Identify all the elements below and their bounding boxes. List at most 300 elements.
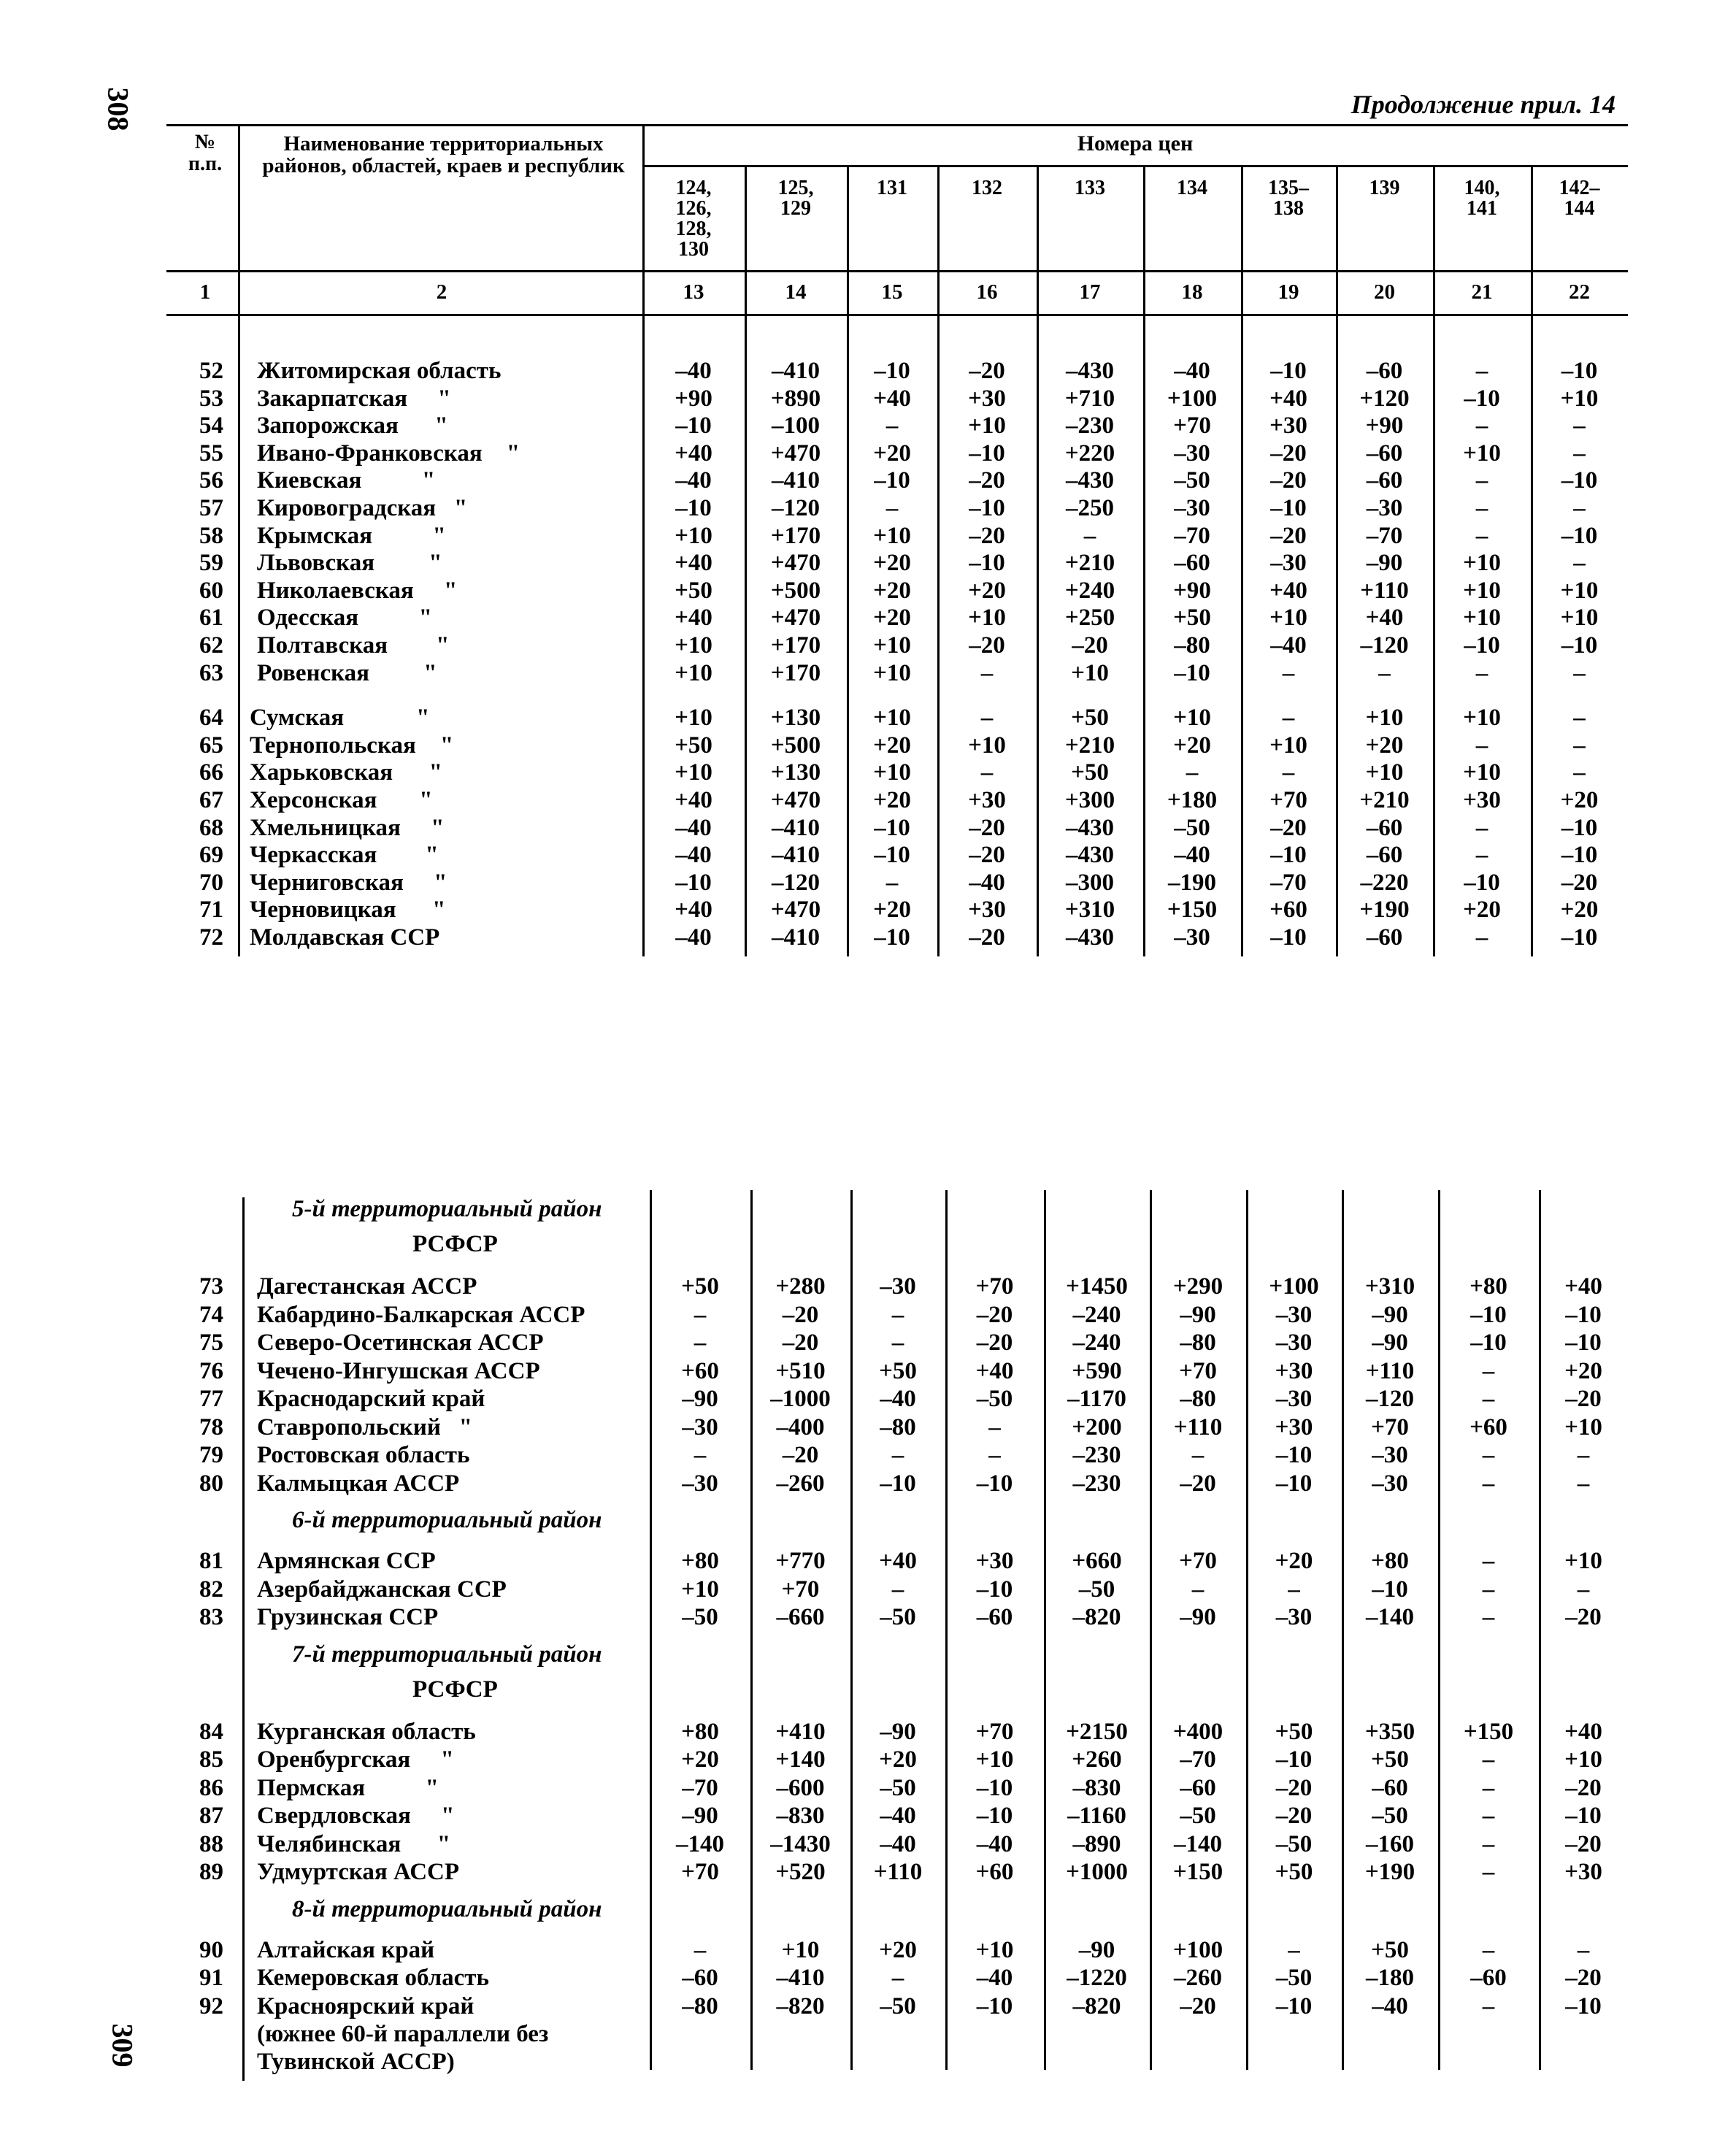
price-value: –10 — [1270, 924, 1307, 951]
price-value: +10 — [1173, 705, 1211, 732]
price-value: –50 — [880, 1604, 916, 1630]
region-name: Краснодарский край — [257, 1386, 485, 1412]
section-title: 7-й территориальный район — [292, 1641, 602, 1668]
region-name: Кабардино-Балкарская АССР — [257, 1301, 585, 1328]
price-value: –400 — [776, 1413, 825, 1440]
price-value: –120 — [1366, 1386, 1414, 1412]
region-name: Челябинская " — [257, 1830, 451, 1857]
price-value: +150 — [1167, 897, 1218, 924]
price-value: –60 — [1180, 1774, 1216, 1801]
price-value: – — [1482, 1774, 1495, 1801]
price-value: –80 — [682, 1992, 718, 2019]
price-value: – — [1573, 413, 1586, 440]
price-column-header: 131 — [877, 177, 907, 199]
price-value: +10 — [1269, 732, 1307, 759]
table-row — [0, 924, 1725, 952]
price-value: +80 — [681, 1548, 719, 1574]
column-number: 16 — [976, 280, 998, 304]
price-value: +110 — [1365, 1357, 1415, 1384]
price-value: – — [891, 1442, 904, 1468]
price-value: –10 — [1372, 1576, 1408, 1603]
price-value: –140 — [1366, 1604, 1414, 1630]
row-number: 86 — [199, 1774, 223, 1801]
table-row — [0, 495, 1725, 523]
price-value: +50 — [1071, 705, 1109, 732]
region-name: Николаевская " — [257, 577, 458, 604]
column-number: 15 — [881, 280, 903, 304]
price-value: +50 — [1275, 1718, 1313, 1745]
price-value: –50 — [682, 1604, 718, 1630]
region-name: Житомирская область — [257, 358, 502, 384]
price-value: –10 — [675, 495, 712, 521]
price-value: –10 — [1565, 1803, 1602, 1829]
column-number: 2 — [436, 280, 447, 304]
region-name: Херсонская " — [250, 787, 433, 813]
price-value: – — [1475, 495, 1488, 521]
row-number: 90 — [199, 1936, 223, 1963]
price-value: –160 — [1366, 1830, 1414, 1857]
price-value: +10 — [975, 1746, 1014, 1773]
price-value: –10 — [969, 495, 1005, 521]
price-value: – — [1573, 495, 1586, 521]
price-value: –30 — [1366, 495, 1403, 521]
price-value: +130 — [770, 759, 821, 786]
price-value: –250 — [1066, 495, 1114, 521]
price-value: –10 — [1275, 1442, 1313, 1468]
price-value: –410 — [772, 358, 820, 384]
price-value: – — [1475, 522, 1488, 549]
price-value: +10 — [968, 605, 1006, 632]
table-row — [0, 550, 1725, 578]
region-name: Закарпатская " — [257, 385, 451, 412]
column-number: 19 — [1278, 280, 1299, 304]
column-number: 17 — [1079, 280, 1101, 304]
price-value: –30 — [1372, 1470, 1408, 1497]
price-value: –10 — [1561, 522, 1598, 549]
price-value: –230 — [1072, 1442, 1121, 1468]
price-value: –430 — [1066, 814, 1114, 841]
table-row — [0, 1859, 1725, 1887]
price-value: –600 — [776, 1774, 825, 1801]
price-value: –410 — [772, 814, 820, 841]
price-value: –20 — [1565, 1830, 1602, 1857]
region-name: Калмыцкая АССР — [257, 1470, 460, 1497]
table-row — [0, 732, 1725, 760]
price-value: –100 — [772, 413, 820, 440]
price-value: +90 — [1365, 413, 1404, 440]
price-value: – — [1475, 467, 1488, 494]
row-number: 80 — [199, 1470, 223, 1497]
price-column-header: 139 — [1369, 177, 1400, 199]
price-value: –80 — [1180, 1386, 1216, 1412]
price-value: –10 — [1470, 1301, 1507, 1328]
region-name: Тернопольская " — [250, 732, 454, 759]
price-value: –40 — [675, 358, 712, 384]
row-number: 63 — [199, 659, 223, 686]
price-value: – — [1482, 1992, 1495, 2019]
price-value: +190 — [1364, 1859, 1415, 1885]
price-value: –10 — [976, 1470, 1013, 1497]
price-value: +80 — [681, 1718, 719, 1745]
price-value: +210 — [1359, 787, 1410, 813]
region-name: Курганская область — [257, 1718, 476, 1745]
price-value: – — [1573, 659, 1586, 686]
table-row — [0, 897, 1725, 924]
region-name: Ровенская " — [257, 659, 437, 686]
price-value: +30 — [1463, 787, 1501, 813]
price-value: +60 — [1469, 1413, 1507, 1440]
price-value: –10 — [1565, 1992, 1602, 2019]
price-value: +260 — [1072, 1746, 1122, 1773]
price-value: –20 — [782, 1301, 819, 1328]
price-value: –20 — [1180, 1992, 1216, 2019]
column-number: 13 — [683, 280, 704, 304]
price-value: –40 — [976, 1830, 1013, 1857]
price-value: – — [1577, 1936, 1590, 1963]
price-value: –300 — [1066, 869, 1114, 896]
price-value: +10 — [873, 522, 911, 549]
price-value: –190 — [1168, 869, 1216, 896]
price-value: +470 — [770, 550, 821, 577]
price-value: +40 — [675, 787, 712, 813]
price-value: –60 — [1366, 440, 1403, 467]
price-value: –50 — [1174, 467, 1210, 494]
table-row — [0, 413, 1725, 440]
price-value: –10 — [976, 1992, 1013, 2019]
price-value: –10 — [969, 550, 1005, 577]
price-value: –70 — [1174, 522, 1210, 549]
price-value: – — [1482, 1576, 1495, 1603]
section-subtitle: РСФСР — [412, 1676, 498, 1703]
price-value: – — [1378, 659, 1391, 686]
price-value: –10 — [1464, 869, 1500, 896]
price-value: –10 — [1275, 1470, 1313, 1497]
price-value: +50 — [1371, 1746, 1409, 1773]
price-value: –660 — [776, 1604, 825, 1630]
price-value: +10 — [781, 1936, 820, 1963]
row-number: 87 — [199, 1803, 223, 1829]
price-value: –90 — [682, 1803, 718, 1829]
row-number: 64 — [199, 705, 223, 732]
region-name: Ивано-Франковская " — [257, 440, 520, 467]
price-value: +210 — [1064, 732, 1115, 759]
price-value: +30 — [1275, 1413, 1313, 1440]
price-value: –240 — [1072, 1301, 1121, 1328]
price-value: +40 — [1269, 385, 1307, 412]
region-name: Сумская " — [250, 705, 430, 732]
row-number: 59 — [199, 550, 223, 577]
price-value: +10 — [1463, 605, 1501, 632]
price-value: –120 — [772, 869, 820, 896]
row-number: 52 — [199, 358, 223, 384]
price-value: –20 — [1565, 1386, 1602, 1412]
row-number: 71 — [199, 897, 223, 924]
price-value: –10 — [874, 842, 910, 869]
table-row — [0, 815, 1725, 843]
row-number: 55 — [199, 440, 223, 467]
price-value: –10 — [1561, 632, 1598, 659]
price-column-header: 142– 144 — [1559, 177, 1600, 220]
price-value: +50 — [1371, 1936, 1409, 1963]
price-value: – — [1577, 1470, 1590, 1497]
row-number: 65 — [199, 732, 223, 759]
region-name: Черновицкая " — [250, 897, 446, 924]
price-value: –70 — [682, 1774, 718, 1801]
price-value: +310 — [1064, 897, 1115, 924]
price-value: – — [1573, 759, 1586, 786]
region-name: Хмельницкая " — [250, 814, 445, 841]
price-value: –60 — [1366, 842, 1403, 869]
price-value: – — [1482, 1830, 1495, 1857]
rule-prices — [642, 165, 1628, 167]
price-value: +20 — [873, 732, 911, 759]
price-value: –30 — [1270, 550, 1307, 577]
price-value: –10 — [1270, 358, 1307, 384]
price-value: +30 — [1269, 413, 1307, 440]
price-value: +300 — [1064, 787, 1115, 813]
price-value: +2150 — [1066, 1718, 1128, 1745]
price-value: +10 — [873, 759, 911, 786]
price-value: –50 — [1372, 1803, 1408, 1829]
price-value: –410 — [772, 842, 820, 869]
price-value: +40 — [1564, 1718, 1602, 1745]
price-value: +70 — [681, 1859, 719, 1885]
price-value: –20 — [1270, 440, 1307, 467]
price-value: +470 — [770, 605, 821, 632]
price-value: +10 — [975, 1936, 1014, 1963]
row-number: 57 — [199, 495, 223, 521]
price-value: –1220 — [1067, 1965, 1127, 1991]
row-number: 92 — [199, 1992, 223, 2019]
price-value: –10 — [1275, 1746, 1313, 1773]
price-value: –20 — [969, 924, 1005, 951]
price-value: +70 — [1269, 787, 1307, 813]
price-value: – — [1191, 1576, 1205, 1603]
price-value: – — [1186, 759, 1199, 786]
price-value: –1430 — [770, 1830, 831, 1857]
price-value: +10 — [1564, 1746, 1602, 1773]
price-value: +60 — [975, 1859, 1014, 1885]
price-value: – — [891, 1301, 904, 1328]
price-value: +70 — [975, 1718, 1014, 1745]
price-value: –410 — [772, 467, 820, 494]
price-value: +30 — [968, 897, 1006, 924]
table-row — [0, 1414, 1725, 1442]
region-name: Львовская " — [257, 550, 442, 577]
price-value: +210 — [1064, 550, 1115, 577]
price-value: +520 — [775, 1859, 826, 1885]
price-value: –120 — [1360, 632, 1409, 659]
row-number: 85 — [199, 1746, 223, 1773]
price-value: +20 — [879, 1936, 917, 1963]
price-value: – — [988, 1442, 1001, 1468]
price-value: +50 — [675, 577, 712, 604]
rule-top — [166, 124, 1628, 126]
row-number: 66 — [199, 759, 223, 786]
price-value: +50 — [879, 1357, 917, 1384]
price-value: –10 — [969, 440, 1005, 467]
price-value: +40 — [1564, 1273, 1602, 1300]
table-row — [0, 787, 1725, 815]
price-value: +10 — [1463, 440, 1501, 467]
price-value: –140 — [1174, 1830, 1222, 1857]
price-value: –70 — [1366, 522, 1403, 549]
price-value: –60 — [682, 1965, 718, 1991]
header-number: № п.п. — [188, 131, 223, 175]
table-row — [0, 1937, 1725, 1965]
price-value: – — [885, 413, 899, 440]
price-value: –20 — [1565, 1965, 1602, 1991]
price-value: –70 — [1270, 869, 1307, 896]
price-value: +10 — [968, 413, 1006, 440]
price-value: –30 — [880, 1273, 916, 1300]
rule-colnums-bottom — [166, 314, 1628, 316]
region-name: Свердловская " — [257, 1803, 455, 1829]
header-prices: Номера цен — [1077, 131, 1194, 156]
region-name: Харьковская " — [250, 759, 442, 786]
price-value: –260 — [1174, 1965, 1222, 1991]
price-value: – — [1475, 842, 1488, 869]
region-name: Одесская " — [257, 605, 432, 632]
price-value: – — [885, 869, 899, 896]
price-value: –50 — [880, 1774, 916, 1801]
price-value: +180 — [1167, 787, 1218, 813]
price-value: +20 — [873, 787, 911, 813]
price-value: +10 — [675, 705, 712, 732]
price-value: –30 — [1174, 495, 1210, 521]
price-value: – — [1475, 659, 1488, 686]
table-row — [0, 1719, 1725, 1746]
price-value: +350 — [1364, 1718, 1415, 1745]
price-value: – — [694, 1442, 707, 1468]
table-row — [0, 1273, 1725, 1301]
price-value: –1170 — [1067, 1386, 1126, 1412]
row-number: 79 — [199, 1442, 223, 1468]
row-number: 54 — [199, 413, 223, 440]
price-value: +30 — [975, 1548, 1014, 1574]
price-value: +500 — [770, 577, 821, 604]
price-value: –90 — [1372, 1330, 1408, 1356]
price-value: –40 — [1174, 842, 1210, 869]
price-value: –50 — [1078, 1576, 1115, 1603]
price-value: +130 — [770, 705, 821, 732]
price-value: +20 — [873, 550, 911, 577]
price-value: +400 — [1172, 1718, 1223, 1745]
region-name: Черкасская " — [250, 842, 439, 869]
price-value: –60 — [1366, 814, 1403, 841]
price-value: +10 — [1560, 605, 1599, 632]
price-value: +10 — [1071, 659, 1109, 686]
price-value: –20 — [1270, 467, 1307, 494]
price-value: +1000 — [1066, 1859, 1128, 1885]
price-value: –820 — [1072, 1604, 1121, 1630]
price-value: +510 — [775, 1357, 826, 1384]
price-value: –10 — [880, 1470, 916, 1497]
table-row — [0, 705, 1725, 732]
price-value: +40 — [879, 1548, 917, 1574]
price-value: –10 — [1561, 467, 1598, 494]
price-value: +220 — [1064, 440, 1115, 467]
price-value: –60 — [1372, 1774, 1408, 1801]
price-value: +60 — [681, 1357, 719, 1384]
price-value: –50 — [1275, 1965, 1313, 1991]
price-value: –410 — [776, 1965, 825, 1991]
price-value: – — [1573, 550, 1586, 577]
price-value: +120 — [1359, 385, 1410, 412]
price-value: – — [980, 659, 994, 686]
row-number: 74 — [199, 1301, 223, 1328]
price-value: +90 — [1173, 577, 1211, 604]
price-value: – — [1083, 522, 1096, 549]
price-value: –40 — [675, 467, 712, 494]
table-row — [0, 1576, 1725, 1604]
row-number: 62 — [199, 632, 223, 659]
price-value: –830 — [776, 1803, 825, 1829]
price-value: – — [1282, 705, 1295, 732]
price-value: –50 — [1180, 1803, 1216, 1829]
price-value: +30 — [968, 787, 1006, 813]
price-value: –60 — [1366, 358, 1403, 384]
price-value: +10 — [1269, 605, 1307, 632]
price-value: –430 — [1066, 842, 1114, 869]
price-value: – — [980, 705, 994, 732]
region-name: Грузинская ССР — [257, 1604, 439, 1630]
price-value: –30 — [1275, 1604, 1313, 1630]
price-value: +20 — [1560, 897, 1599, 924]
row-number: 81 — [199, 1548, 223, 1574]
price-value: +80 — [1371, 1548, 1409, 1574]
price-value: +200 — [1072, 1413, 1122, 1440]
column-number: 22 — [1569, 280, 1590, 304]
price-value: +190 — [1359, 897, 1410, 924]
rule-colnums-top — [166, 270, 1628, 272]
price-value: +70 — [781, 1576, 820, 1603]
price-value: – — [1482, 1357, 1495, 1384]
price-value: –20 — [1565, 1774, 1602, 1801]
price-value: –20 — [976, 1301, 1013, 1328]
region-name: Кемеровская область — [257, 1965, 489, 1991]
price-value: – — [1482, 1442, 1495, 1468]
table-row — [0, 578, 1725, 605]
price-value: +20 — [1560, 787, 1599, 813]
price-value: +10 — [1463, 577, 1501, 604]
price-value: –20 — [969, 358, 1005, 384]
price-value: –90 — [682, 1386, 718, 1412]
price-value: –10 — [874, 924, 910, 951]
column-number: 18 — [1181, 280, 1203, 304]
region-name: Ростовская область — [257, 1442, 470, 1468]
price-value: –30 — [682, 1470, 718, 1497]
column-number: 14 — [785, 280, 807, 304]
price-value: –20 — [969, 522, 1005, 549]
price-value: – — [1475, 924, 1488, 951]
price-value: –20 — [1561, 869, 1598, 896]
table-row — [0, 1831, 1725, 1859]
price-value: –90 — [1078, 1936, 1115, 1963]
price-value: +20 — [1173, 732, 1211, 759]
price-value: – — [1475, 413, 1488, 440]
price-value: –430 — [1066, 467, 1114, 494]
price-value: – — [1475, 814, 1488, 841]
price-value: +110 — [1360, 577, 1409, 604]
price-value: –50 — [880, 1992, 916, 2019]
price-value: –20 — [782, 1330, 819, 1356]
section-title: 6-й территориальный район — [292, 1507, 602, 1533]
price-column-header: 140, 141 — [1464, 177, 1500, 220]
price-value: –20 — [976, 1330, 1013, 1356]
row-number: 60 — [199, 577, 223, 604]
price-value: –20 — [1270, 814, 1307, 841]
